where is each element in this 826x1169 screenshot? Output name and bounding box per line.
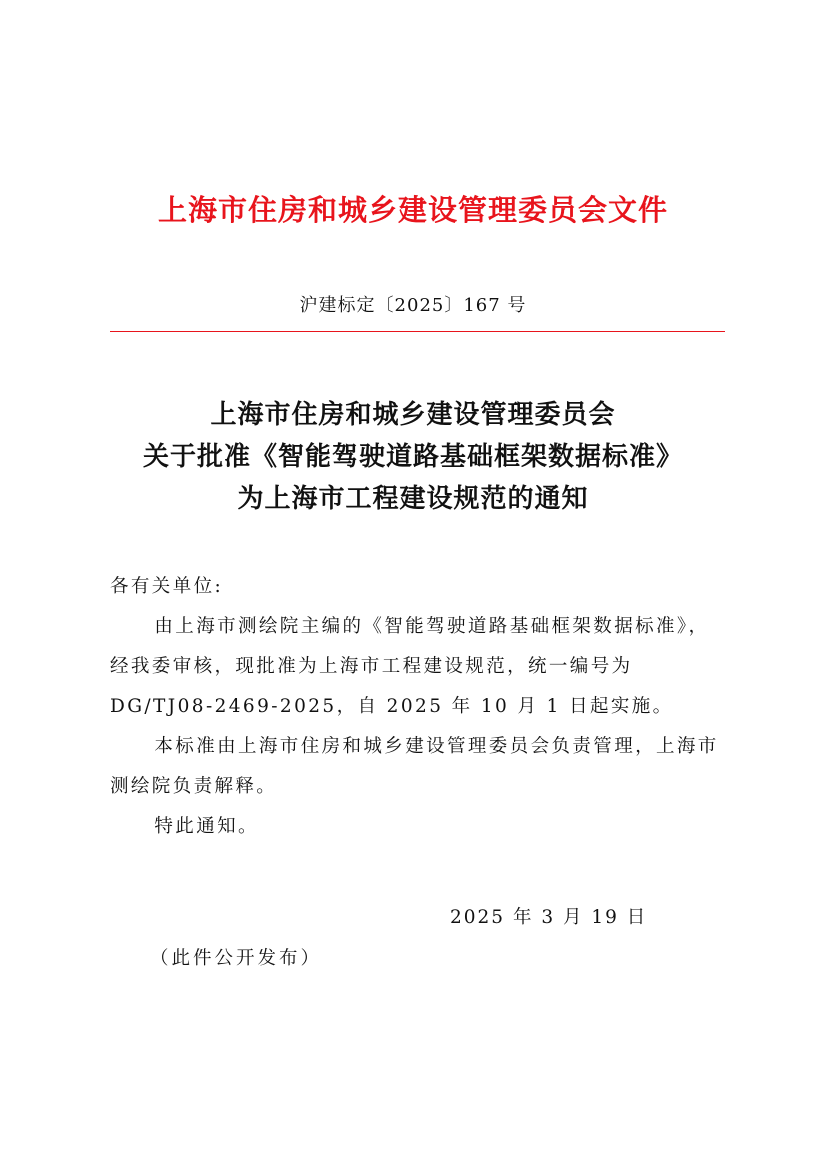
closing-line: 特此通知。	[154, 816, 259, 837]
body-paragraph-1: 由上海市测绘院主编的《智能驾驶道路基础框架数据标准》，经我委审核，现批准为上海市工程建设规范，统一编号为 DG/TJ08-2469-2025，自 2025 年 10 月 1 日起实施。	[110, 616, 710, 717]
red-separator-line	[110, 331, 725, 332]
title-line-2: 关于批准《智能驾驶道路基础框架数据标准》	[142, 442, 683, 472]
publication-note: （此件公开发布）	[150, 948, 323, 969]
masthead-title: 上海市住房和城乡建设管理委员会文件	[157, 193, 668, 227]
issue-date: 2025 年 3 月 19 日	[450, 907, 648, 928]
title-line-3: 为上海市工程建设规范的通知	[237, 484, 589, 514]
body-paragraph-2: 本标准由上海市住房和城乡建设管理委员会负责管理，上海市测绘院负责解释。	[110, 736, 719, 797]
salutation: 各有关单位:	[110, 576, 224, 597]
notice-body	[110, 567, 726, 847]
document-number: 沪建标定〔2025〕167 号	[299, 295, 527, 316]
notice-title	[0, 394, 826, 520]
title-line-1: 上海市住房和城乡建设管理委员会	[210, 400, 616, 430]
